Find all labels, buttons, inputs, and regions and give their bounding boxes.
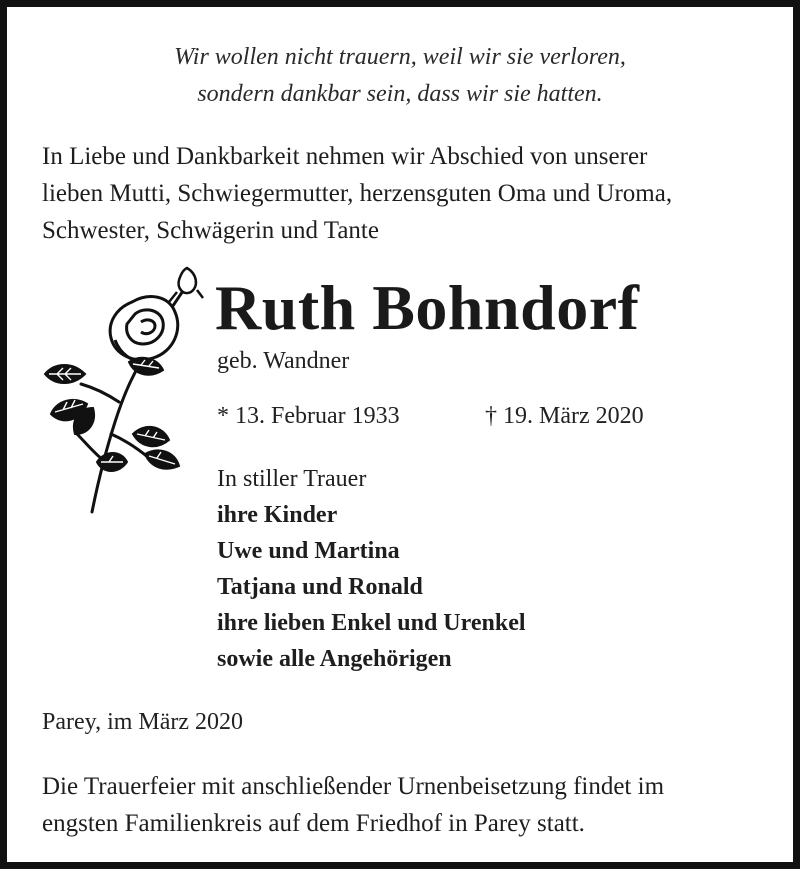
intro-line-3: Schwester, Schwägerin und Tante	[42, 217, 379, 244]
intro-line-2: lieben Mutti, Schwiegermutter, herzensguten Oma und Uroma,	[42, 180, 673, 207]
mourners-list	[217, 461, 526, 677]
mourner-line: Uwe und Martina	[217, 538, 400, 564]
memorial-quote	[7, 39, 793, 113]
birth-date: * 13. Februar 1933	[217, 403, 400, 429]
ceremony-notice	[42, 768, 782, 842]
farewell-intro	[42, 138, 782, 249]
mourner-line: sowie alle Angehörigen	[217, 646, 452, 672]
quote-line-1: Wir wollen nicht trauern, weil wir sie verloren,	[174, 44, 626, 70]
mourner-line: Tatjana und Ronald	[217, 574, 423, 600]
ceremony-line-2: engsten Familienkreis auf dem Friedhof in Parey statt.	[42, 810, 585, 837]
intro-line-1: In Liebe und Dankbarkeit nehmen wir Abschied von unserer	[42, 143, 648, 170]
ceremony-line-1: Die Trauerfeier mit anschließender Urnenbeisetzung findet im	[42, 773, 665, 800]
rose-icon	[37, 262, 207, 517]
maiden-name: geb. Wandner	[217, 348, 350, 374]
deceased-name: Ruth Bohndorf	[215, 272, 640, 343]
quote-line-2: sondern dankbar sein, dass wir sie hatten.	[197, 81, 603, 107]
mourner-line: ihre lieben Enkel und Urenkel	[217, 610, 526, 636]
mourner-line: ihre Kinder	[217, 502, 338, 528]
death-date: † 19. März 2020	[485, 403, 644, 429]
mourning-lead: In stiller Trauer	[217, 466, 367, 492]
place-and-date: Parey, im März 2020	[42, 709, 244, 735]
